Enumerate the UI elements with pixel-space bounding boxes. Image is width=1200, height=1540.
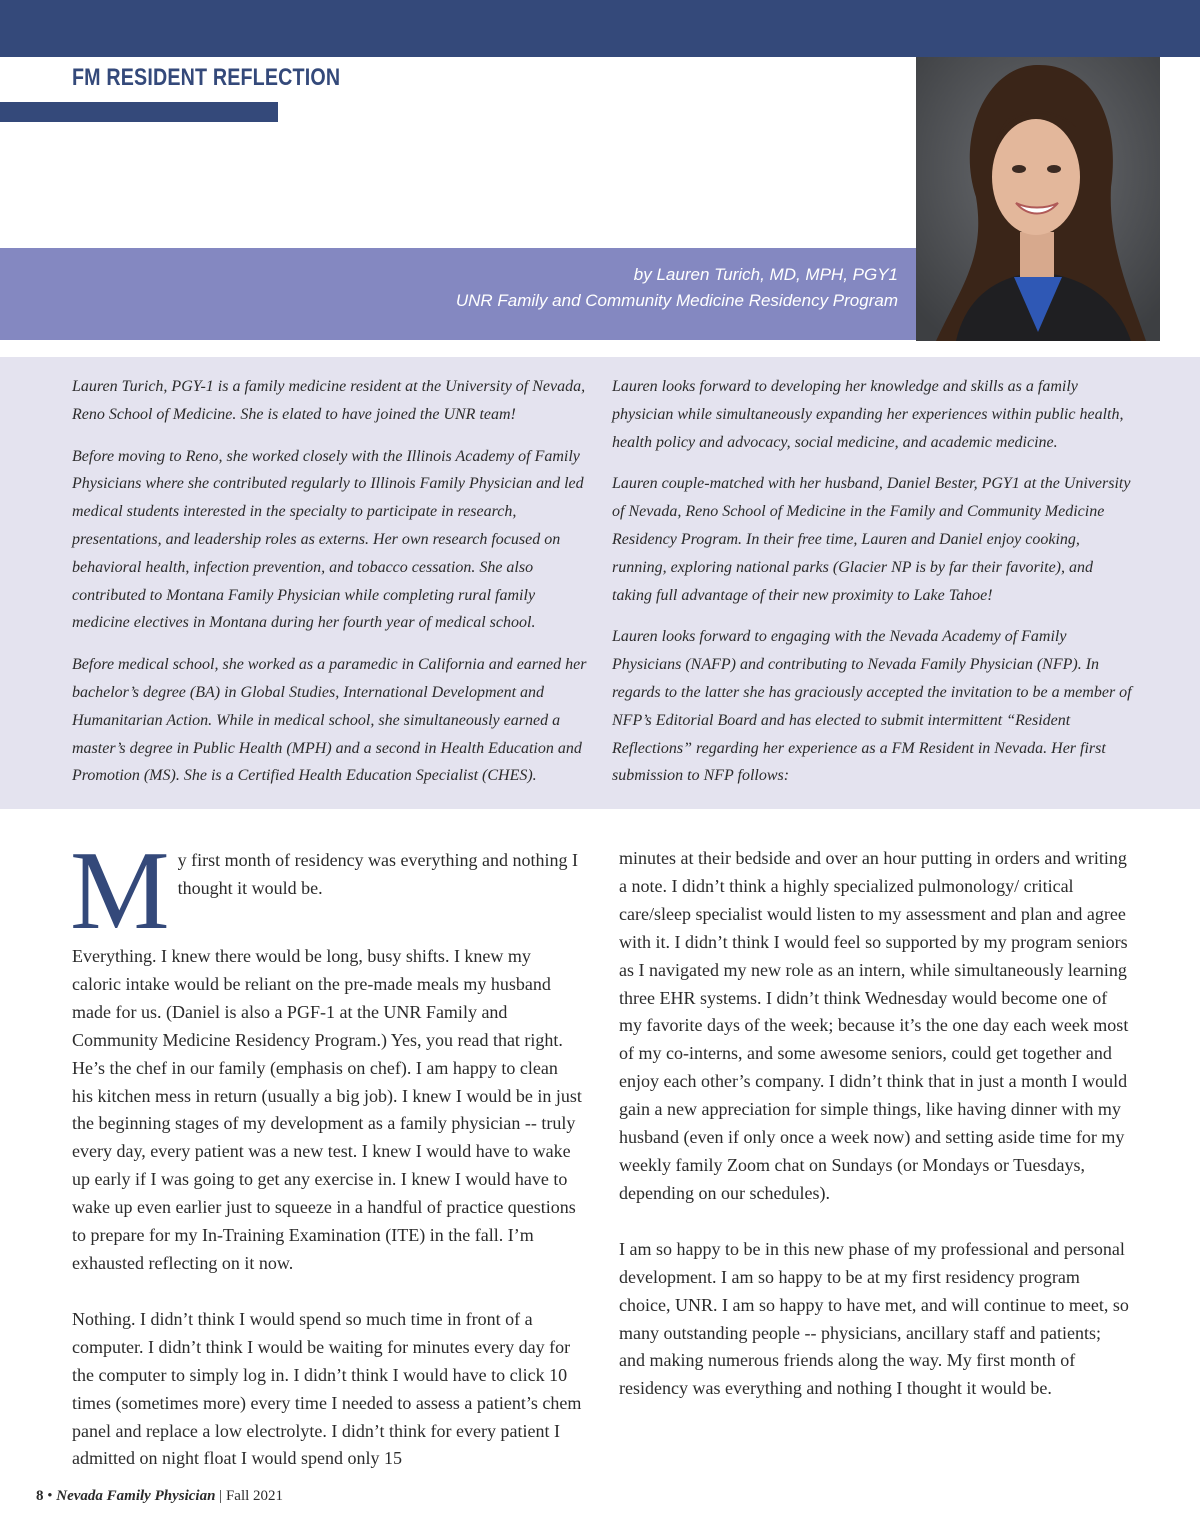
author-bio-box bbox=[0, 357, 1200, 809]
page-footer bbox=[36, 1488, 283, 1505]
article-lead-paragraph bbox=[70, 829, 582, 953]
byline-program: UNR Family and Community Medicine Residency Program bbox=[455, 291, 898, 310]
bio-paragraph: Lauren couple-matched with her husband, Daniel Bester, PGY1 at the University of Nevada, Reno School of Medicine in the Family and Community Medicine Residency Program. In their free time, Lauren and Daniel enjoy cooking, running, exploring national parks (Glacier NP is by far their favorite), and taking full advantage of their new proximity to Lake Tahoe! bbox=[612, 475, 1131, 604]
bio-paragraph: Lauren Turich, PGY-1 is a family medicine resident at the University of Nevada, Reno School of Medicine. She is elated to have joined the UNR team! bbox=[72, 378, 586, 423]
page-number: 8 bbox=[36, 1488, 44, 1504]
article-paragraph: minutes at their bedside and over an hour putting in orders and writing a note. I didn’t think a highly specialized pulmonology/ critical care/sleep specialist would listen to my assessment and plan and agree with it. I didn’t think I would feel so supported by my program seniors as I navigated my new role as an intern, while simultaneously learning three EHR systems. I didn’t think Wednesday would become one of my favorite days of the week; because it’s the one day each week most of my co-interns, and some awesome seniors, could get together and enjoy each other’s company. I didn’t think that in just a month I would gain a new appreciation for simple things, like having dinner with my husband (even if only once a week now) and setting aside time for my weekly family Zoom chat on Sundays (or Mondays or Tuesdays, depending on our schedules). bbox=[619, 848, 1129, 1203]
article-lead: y first month of residency was everything and nothing I thought it would be. bbox=[177, 850, 579, 898]
footer-separator: | bbox=[219, 1488, 223, 1504]
article-left-column bbox=[70, 829, 582, 1501]
bio-left-column bbox=[72, 373, 592, 804]
article-paragraph: I am so happy to be in this new phase of my professional and personal development. I am so happy to be at my first residency program choice, UNR. I am so happy to have met, and will continue to meet, so many outstanding people -- physicians, ancillary staff and patients; and making numerous friends along the way. My first month of residency was everything and nothing I thought it would be. bbox=[619, 1238, 1129, 1399]
article-right-column bbox=[619, 845, 1129, 1431]
bio-paragraph: Lauren looks forward to engaging with the Nevada Academy of Family Physicians (NAFP) and contributing to Nevada Family Physician (NFP). In regards to the latter she has graciously accepted the invitation to be a member of NFP’s Editorial Board and has elected to submit intermittent “Resident Reflections” regarding her experience as a FM Resident in Nevada. Her first submission to NFP follows: bbox=[612, 628, 1132, 785]
issue-date: Fall 2021 bbox=[225, 1488, 284, 1504]
byline-author: by Lauren Turich, MD, MPH, PGY1 bbox=[633, 265, 898, 284]
section-label: FM RESIDENT REFLECTION bbox=[72, 64, 341, 91]
author-portrait-icon bbox=[916, 57, 1160, 341]
bio-paragraph: Lauren looks forward to developing her knowledge and skills as a family physician while simultaneously expanding her experiences within public health, health policy and advocacy, social medicine, and academic medicine. bbox=[612, 378, 1124, 451]
drop-cap: M bbox=[70, 829, 170, 953]
footer-bullet: • bbox=[47, 1488, 53, 1504]
article-paragraph: Everything. I knew there would be long, busy shifts. I knew my caloric intake would be reliant on the pre-made meals my husband made for us. (Daniel is also a PGF-1 at the UNR Family and Community Medicine Residency Program.) Yes, you read that right. He’s the chef in our family (emphasis on chef). I am happy to clean his kitchen mess in return (usually a big job). I knew I would be in just the beginning stages of my development as a family physician -- truly every day, every patient was a new test. I knew I would have to wake up early if I was going to get any exercise in. I knew I would have to wake up even earlier just to squeeze in a handful of practice questions to prepare for my In-Training Examination (ITE) in the fall. I’m exhausted reflecting on it now. bbox=[72, 946, 582, 1273]
section-label-rule bbox=[0, 102, 278, 122]
byline bbox=[456, 262, 898, 314]
top-banner-bar bbox=[0, 0, 1200, 57]
bio-right-column bbox=[612, 373, 1132, 804]
bio-paragraph: Before moving to Reno, she worked closely with the Illinois Academy of Family Physicians where she contributed regularly to Illinois Family Physician and led medical students interested in the specialty to participate in research, presentations, and leadership roles as externs. Her own research focused on behavioral health, infection prevention, and tobacco cessation. She also contributed to Montana Family Physician while completing rural family medicine electives in Montana during her fourth year of medical school. bbox=[72, 447, 584, 632]
publication-name: Nevada Family Physician bbox=[56, 1488, 216, 1504]
bio-paragraph: Before medical school, she worked as a paramedic in California and earned her bachelor’s degree (BA) in Global Studies, International Development and Humanitarian Action. While in medical school, she simultaneously earned a master’s degree in Public Health (MPH) and a second in Health Education and Promotion (MS). She is a Certified Health Education Specialist (CHES). bbox=[72, 656, 587, 785]
byline-band bbox=[0, 248, 916, 340]
article-paragraph: Nothing. I didn’t think I would spend so much time in front of a computer. I didn’t think I would be waiting for minutes every day for the computer to simply log in. I didn’t think I would have to click 10 times (sometimes more) every time I needed to assess a patient’s chem panel and replace a low electrolyte. I didn’t think for every patient I admitted on night float I would spend only 15 bbox=[72, 1308, 582, 1469]
